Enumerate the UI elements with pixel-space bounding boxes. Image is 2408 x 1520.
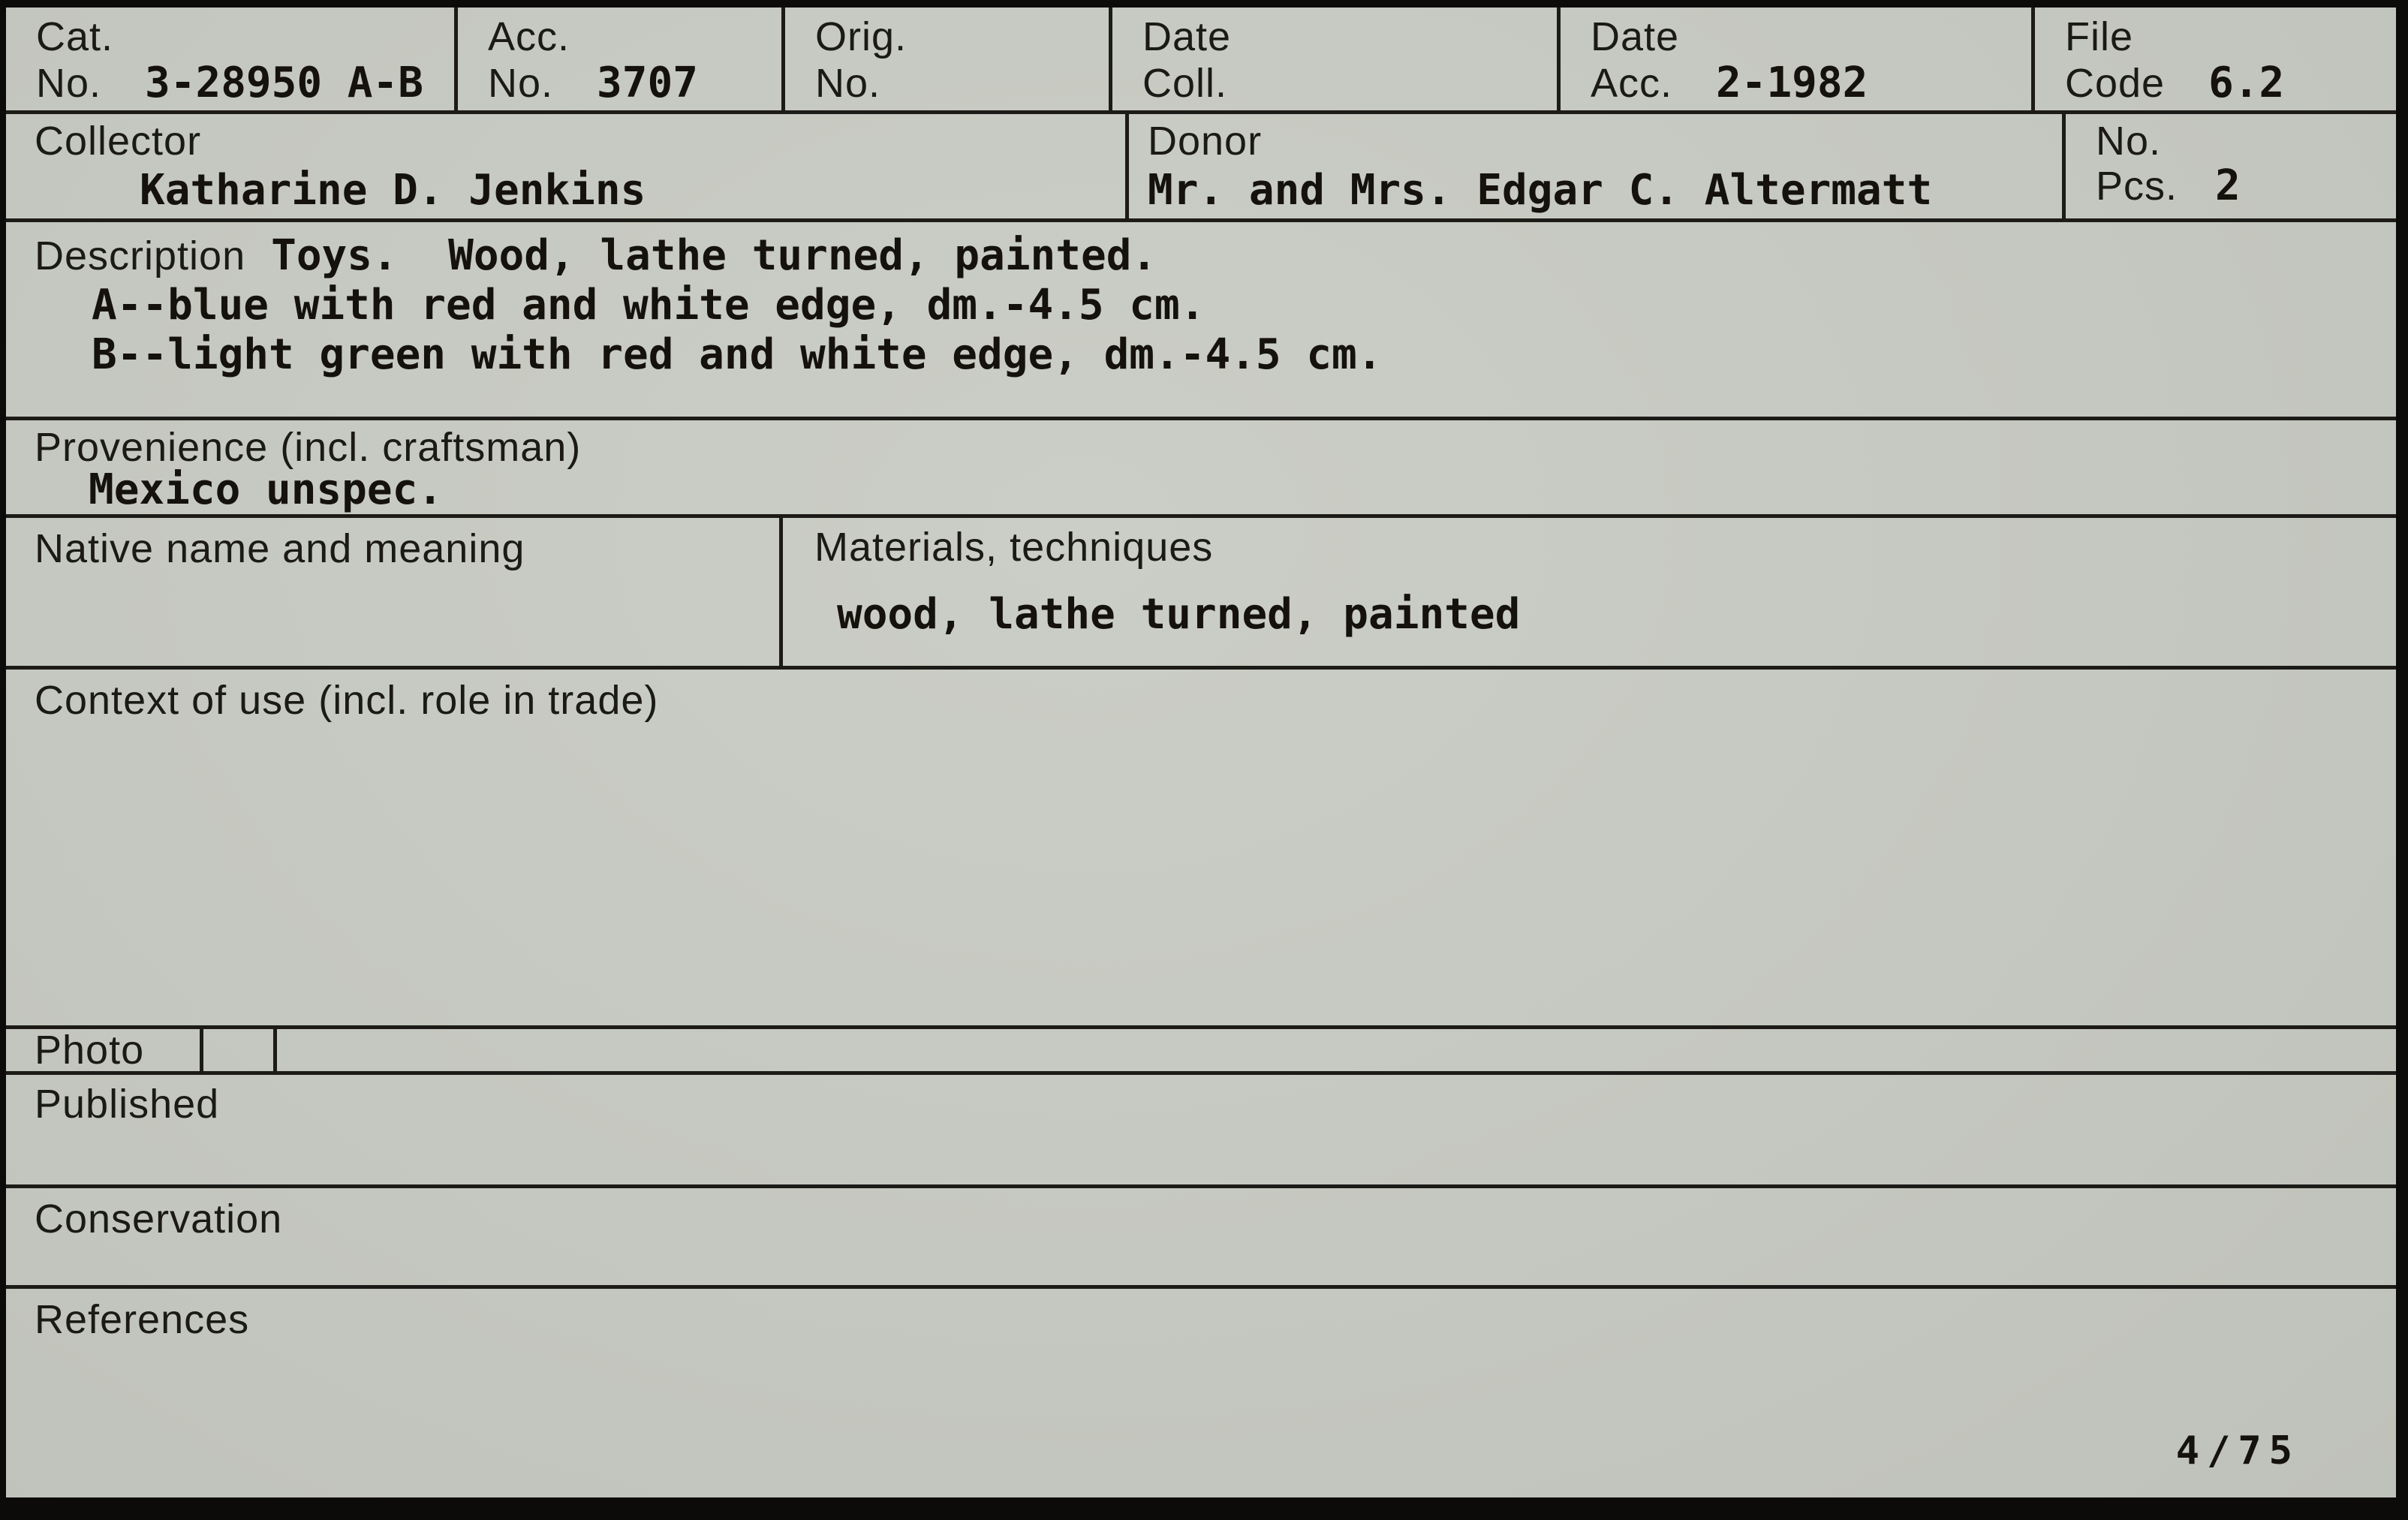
photo-label: Photo (35, 1028, 145, 1073)
description-line2: A--blue with red and white edge, dm.-4.5 cm. (92, 281, 1206, 330)
collector-cell (6, 114, 1129, 218)
file-code-cell (2035, 8, 2396, 110)
description-line3: B--light green with red and white edge, dm.-4.5 cm. (92, 330, 1383, 379)
date-acc-label-bottom: Acc. (1591, 61, 1673, 106)
orig-label-top: Orig. (815, 14, 908, 59)
provenience-section (6, 420, 2396, 518)
collector-value: Katharine D. Jenkins (140, 166, 646, 215)
donor-cell (1129, 114, 2066, 218)
references-label: References (35, 1297, 250, 1342)
file-label-bottom: Code (2065, 61, 2166, 106)
context-label: Context of use (incl. role in trade) (35, 678, 659, 723)
acc-no-cell (458, 8, 785, 110)
collector-donor-row (6, 114, 2396, 222)
collector-label: Collector (35, 119, 202, 164)
photo-box-divider-2 (273, 1029, 277, 1071)
date-acc-cell (1561, 8, 2035, 110)
pieces-cell (2066, 114, 2396, 218)
date-coll-label-top: Date (1142, 14, 1232, 59)
card-stock-code: 4/75 (2175, 1428, 2300, 1473)
donor-label: Donor (1148, 119, 1263, 164)
header-row (6, 8, 2396, 114)
date-acc-label-top: Date (1591, 14, 1680, 59)
acc-no-value: 3707 (597, 59, 698, 107)
materials-label: Materials, techniques (814, 525, 1214, 570)
file-label-top: File (2065, 14, 2134, 59)
native-materials-row (6, 518, 2396, 670)
date-coll-cell (1112, 8, 1561, 110)
description-line1: Toys. Wood, lathe turned, painted. (271, 231, 1157, 280)
photo-section (6, 1029, 2396, 1075)
orig-label-bottom: No. (815, 61, 881, 106)
native-name-cell (6, 518, 783, 666)
cat-no-cell (6, 8, 458, 110)
cat-no-value: 3-28950 A-B (145, 59, 423, 107)
context-section (6, 670, 2396, 1029)
published-section (6, 1075, 2396, 1188)
description-section (6, 222, 2396, 420)
materials-value: wood, lathe turned, painted (837, 590, 1521, 639)
pieces-value: 2 (2215, 161, 2241, 210)
conservation-label: Conservation (35, 1196, 283, 1242)
provenience-value: Mexico unspec. (89, 465, 444, 514)
native-name-label: Native name and meaning (35, 526, 525, 571)
cat-label-top: Cat. (36, 14, 114, 59)
materials-cell (783, 518, 2396, 666)
references-section (6, 1289, 2396, 1497)
conservation-section (6, 1188, 2396, 1289)
published-label: Published (35, 1082, 220, 1127)
pieces-label-bottom: Pcs. (2096, 164, 2178, 209)
orig-no-cell (785, 8, 1112, 110)
acc-label-top: Acc. (488, 14, 570, 59)
date-coll-label-bottom: Coll. (1142, 61, 1228, 106)
date-acc-value: 2-1982 (1716, 59, 1868, 107)
provenience-label: Provenience (incl. craftsman) (35, 425, 582, 470)
pieces-label-top: No. (2096, 119, 2162, 164)
photo-box-divider-1 (200, 1029, 203, 1071)
cat-label-bottom: No. (36, 61, 102, 106)
donor-value: Mr. and Mrs. Edgar C. Altermatt (1148, 166, 1933, 215)
file-code-value: 6.2 (2208, 59, 2285, 107)
acc-label-bottom: No. (488, 61, 554, 106)
description-label: Description (35, 233, 246, 278)
museum-catalog-card (6, 8, 2396, 1497)
